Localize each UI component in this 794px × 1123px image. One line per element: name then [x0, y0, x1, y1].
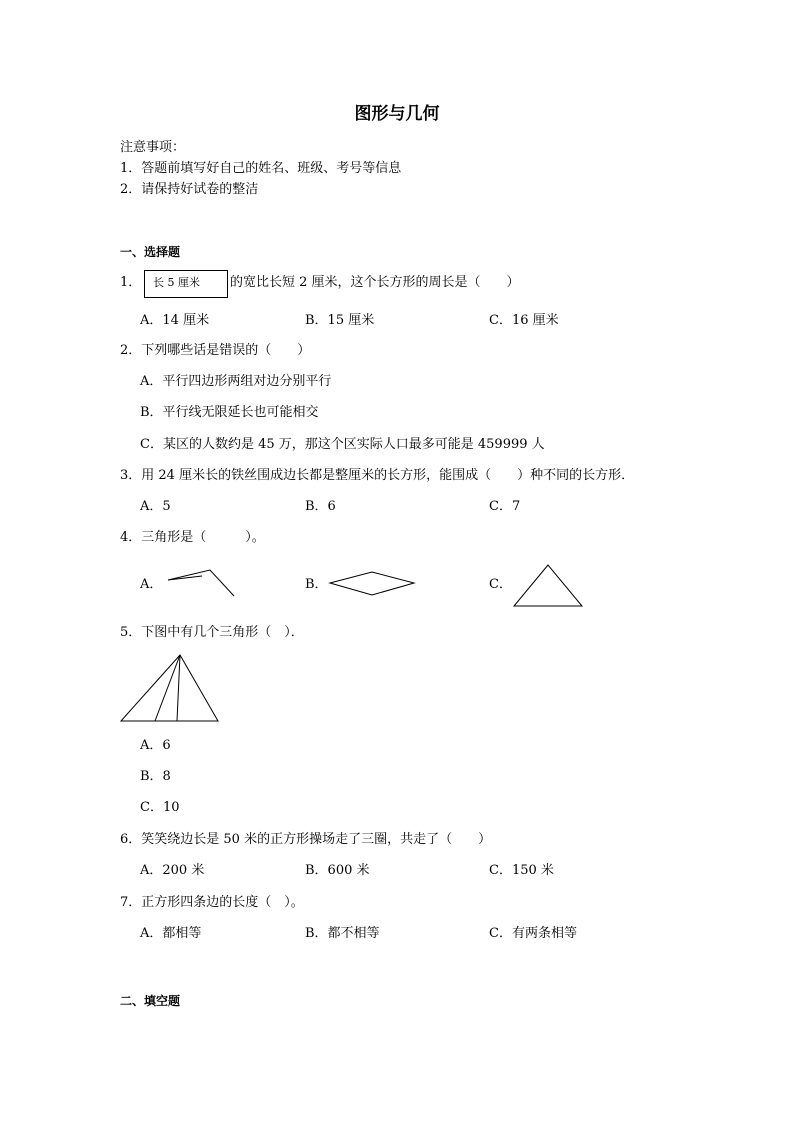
q1-rectangle-figure: 长 5 厘米: [144, 270, 228, 298]
note-item-2: 2．请保持好试卷的整洁: [120, 182, 259, 197]
section-heading-choice: 一、选择题: [120, 245, 181, 259]
section-heading-fill-blank: 二、填空题: [120, 994, 181, 1008]
page-title: 图形与几何: [354, 104, 440, 124]
q4-option-b: B．: [305, 577, 328, 592]
q6-stem: 6．笑笑绕边长是 50 米的正方形操场走了三圈，共走了（ ）: [120, 832, 492, 847]
q4-open-shape-figure: [160, 566, 240, 606]
q1-stem: 的宽比长短 2 厘米，这个长方形的周长是（ ）: [230, 275, 520, 290]
notes-heading: 注意事项：: [120, 140, 186, 155]
q5-option-c: C．10: [140, 800, 180, 815]
q1-option-c: C．16 厘米: [489, 313, 559, 328]
q5-option-b: B．8: [140, 769, 171, 784]
q4-option-c: C．: [489, 577, 512, 592]
q5-triangle-figure: [119, 653, 221, 723]
q6-option-c: C．150 米: [489, 863, 554, 878]
q2-option-b: B．平行线无限延长也可能相交: [140, 405, 319, 420]
q1-option-b: B．15 厘米: [305, 313, 375, 328]
q6-option-b: B．600 米: [305, 863, 370, 878]
q7-option-b: B．都不相等: [305, 926, 380, 941]
q3-option-c: C．7: [489, 499, 521, 514]
q2-option-c: C．某区的人数约是 45 万，那这个区实际人口最多可能是 459999 人: [140, 437, 545, 452]
note-item-1: 1．答题前填写好自己的姓名、班级、考号等信息: [120, 161, 402, 176]
q3-option-b: B．6: [305, 499, 336, 514]
q6-option-a: A．200 米: [140, 863, 205, 878]
q3-stem: 3．用 24 厘米长的铁丝围成边长都是整厘米的长方形，能围成（ ）种不同的长方形．: [120, 468, 635, 483]
q2-stem: 2．下列哪些话是错误的（ ）: [120, 343, 311, 358]
q4-rhombus-figure: [328, 570, 418, 600]
q7-stem: 7．正方形四条边的长度（ ）。: [120, 895, 304, 910]
q5-option-a: A．6: [140, 738, 171, 753]
q1-number: 1．: [120, 275, 142, 290]
q4-stem: 4．三角形是（ ）。: [120, 530, 265, 545]
q7-option-c: C．有两条相等: [489, 926, 577, 941]
q4-option-a: A．: [140, 577, 163, 592]
q3-option-a: A．5: [140, 499, 171, 514]
q7-option-a: A．都相等: [140, 926, 202, 941]
q5-stem: 5．下图中有几个三角形（ ）．: [120, 625, 304, 640]
q4-triangle-figure: [512, 562, 586, 608]
q2-option-a: A．平行四边形两组对边分别平行: [140, 374, 332, 389]
q1-option-a: A．14 厘米: [140, 313, 210, 328]
